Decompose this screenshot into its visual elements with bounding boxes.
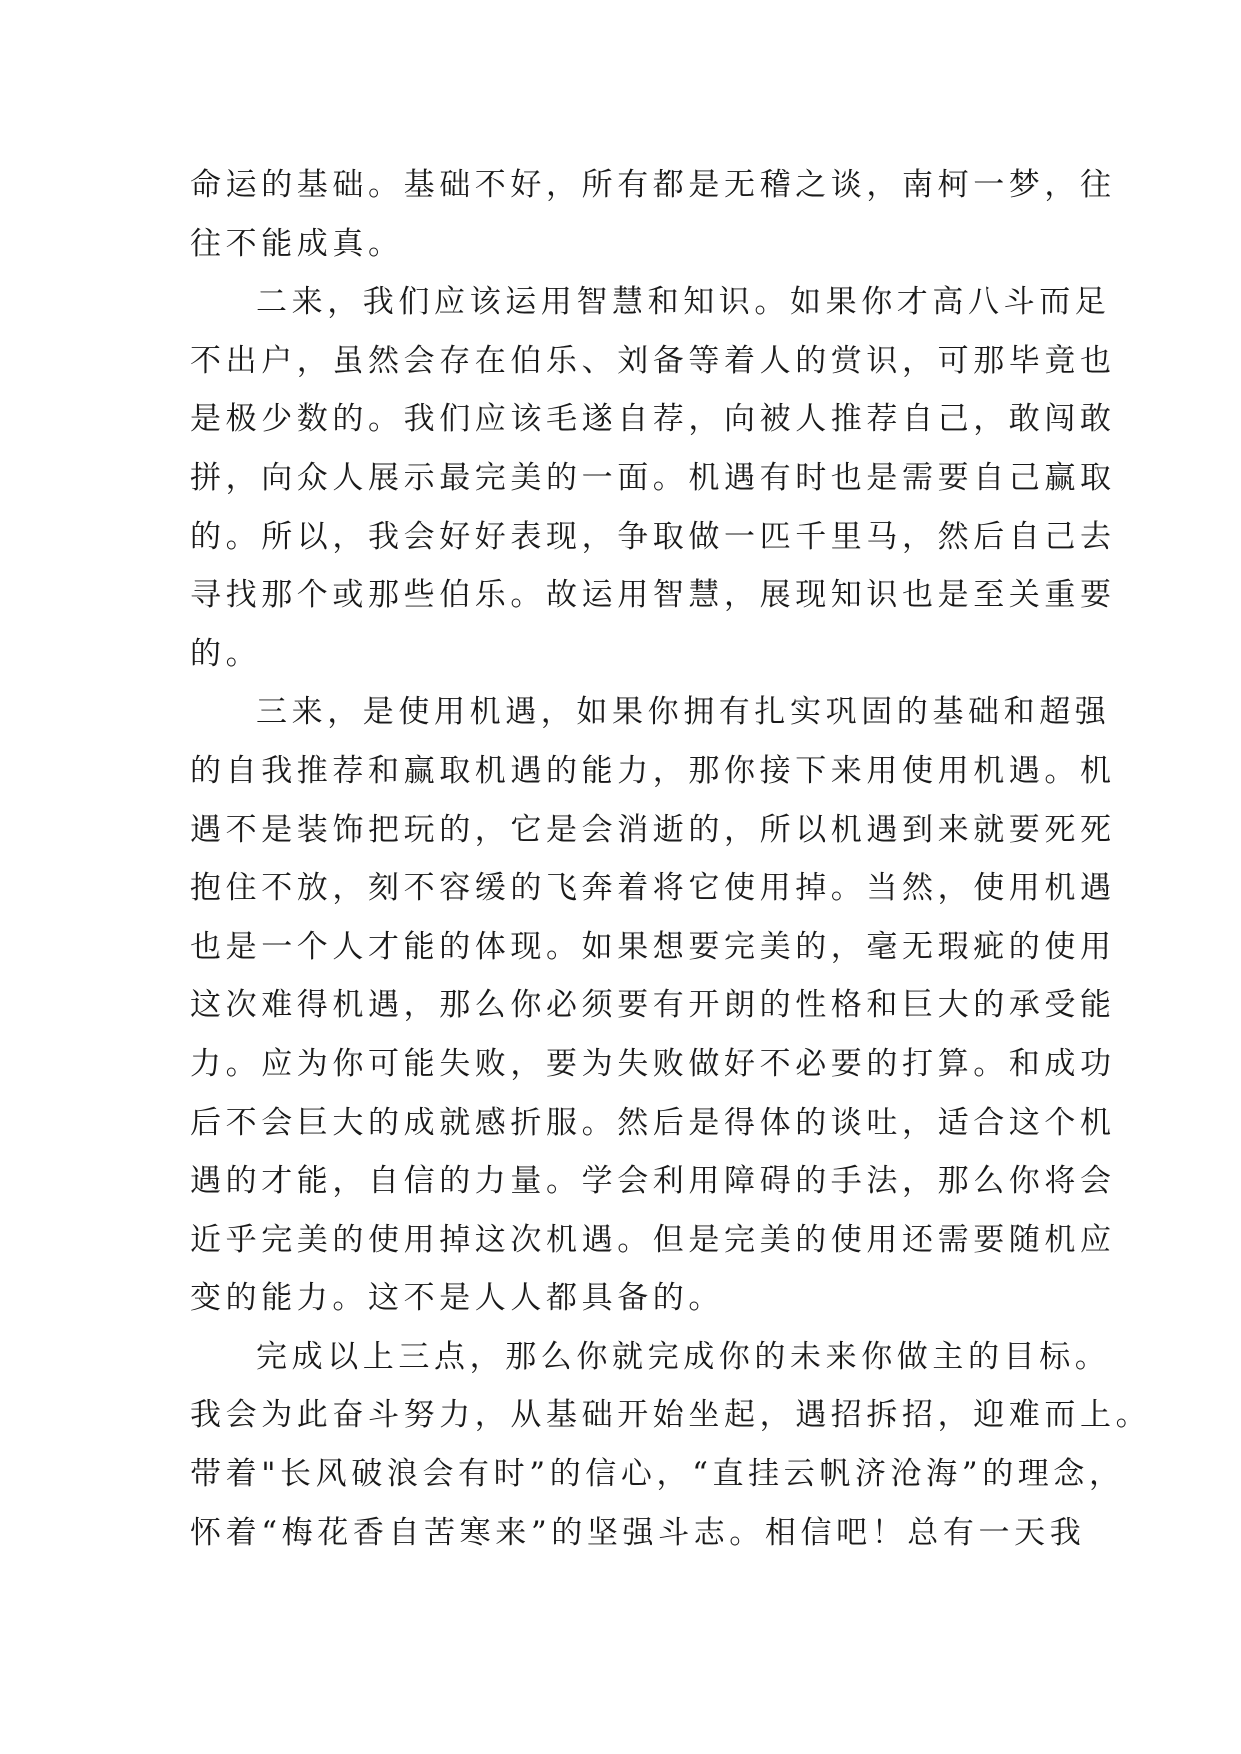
text-line: 遇不是装饰把玩的，它是会消逝的，所以机遇到来就要死死 (190, 811, 1116, 848)
text-line: 拼，向众人展示最完美的一面。机遇有时也是需要自己赢取 (190, 459, 1116, 496)
text-line: 后不会巨大的成就感折服。然后是得体的谈吐，适合这个机 (190, 1104, 1116, 1141)
text-line: 也是一个人才能的体现。如果想要完美的，毫无瑕疵的使用 (190, 928, 1116, 965)
text-line: 是极少数的。我们应该毛遂自荐，向被人推荐自己，敢闯敢 (190, 401, 1116, 438)
text-line: 的。 (190, 635, 262, 672)
body-text (190, 156, 1152, 1562)
text-line: 寻找那个或那些伯乐。故运用智慧，展现知识也是至关重要 (190, 577, 1116, 614)
text-line: 遇的才能，自信的力量。学会利用障碍的手法，那么你将会 (190, 1163, 1116, 1200)
text-line: 这次难得机遇，那么你必须要有开朗的性格和巨大的承受能 (190, 987, 1116, 1024)
text-line: 的自我推荐和赢取机遇的能力，那你接下来用使用机遇。机 (190, 752, 1116, 789)
text-line: 三来，是使用机遇，如果你拥有扎实巩固的基础和超强 (256, 694, 1111, 731)
text-line: 二来，我们应该运用智慧和知识。如果你才高八斗而足 (256, 284, 1111, 321)
text-line: 怀着“梅花香自苦寒来”的坚强斗志。相信吧！总有一天我 (190, 1514, 1086, 1551)
text-line: 命运的基础。基础不好，所有都是无稽之谈，南柯一梦，往 (190, 167, 1116, 203)
text-line: 不出户，虽然会存在伯乐、刘备等着人的赏识，可那毕竟也 (190, 342, 1116, 379)
text-line: 变的能力。这不是人人都具备的。 (190, 1280, 724, 1317)
text-line: 的。所以，我会好好表现，争取做一匹千里马，然后自己去 (190, 518, 1116, 555)
text-line: 完成以上三点，那么你就完成你的未来你做主的目标。 (256, 1338, 1111, 1375)
text-line: 我会为此奋斗努力，从基础开始坐起，遇招拆招，迎难而上。 (190, 1397, 1152, 1434)
text-line: 抱住不放，刻不容缓的飞奔着将它使用掉。当然，使用机遇 (190, 870, 1116, 907)
text-line: 往不能成真。 (190, 225, 404, 262)
text-line: 带着"长风破浪会有时”的信心，“直挂云帆济沧海”的理念， (190, 1456, 1125, 1493)
text-line: 力。应为你可能失败，要为失败做好不必要的打算。和成功 (190, 1045, 1116, 1082)
text-line: 近乎完美的使用掉这次机遇。但是完美的使用还需要随机应 (190, 1221, 1116, 1258)
